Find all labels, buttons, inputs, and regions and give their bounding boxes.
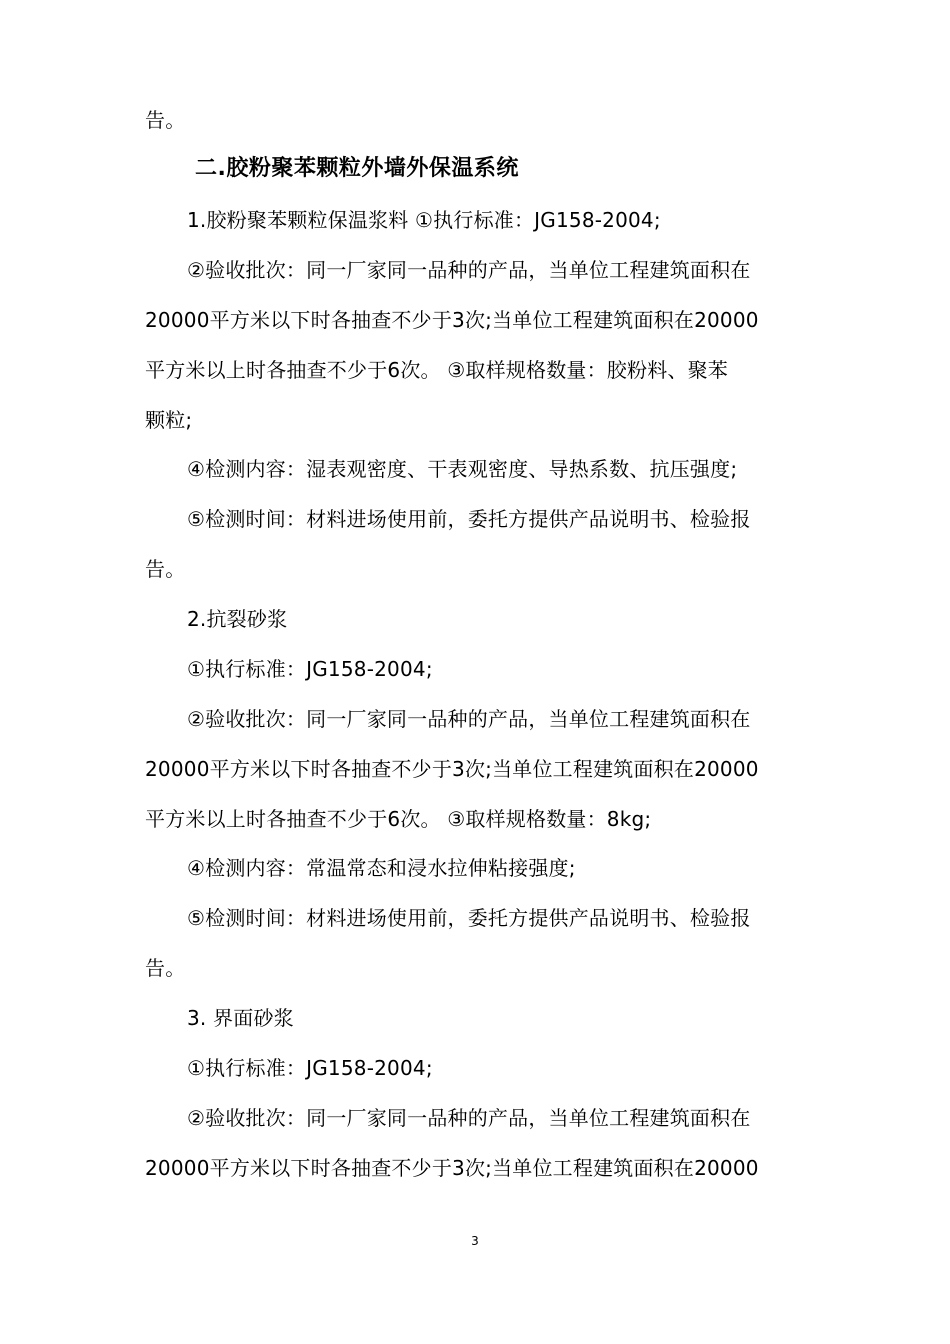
paragraph-line: 20000平方米以下时各抽查不少于3次;当单位工程建筑面积在20000 (145, 1156, 759, 1180)
paragraph-line: 20000平方米以下时各抽查不少于3次;当单位工程建筑面积在20000 (145, 308, 759, 332)
paragraph-line: ④检测内容：湿表观密度、干表观密度、导热系数、抗压强度; (187, 457, 738, 481)
paragraph-line: ④检测内容：常温常态和浸水拉伸粘接强度; (187, 856, 576, 880)
section-heading: 二.胶粉聚苯颗粒外墙外保温系统 (195, 156, 519, 181)
paragraph-line: 平方米以上时各抽查不少于6次。 ③取样规格数量：胶粉料、聚苯 (145, 358, 729, 382)
paragraph-line: 平方米以上时各抽查不少于6次。 ③取样规格数量：8kg; (145, 807, 652, 831)
paragraph-line: ①执行标准：JG158-2004; (187, 657, 433, 681)
paragraph-line: 3. 界面砂浆 (187, 1006, 294, 1030)
page-number: 3 (471, 1234, 479, 1248)
paragraph-line: 颗粒; (145, 408, 193, 432)
paragraph-line: 告。 (145, 108, 186, 132)
paragraph-line: ⑤检测时间：材料进场使用前，委托方提供产品说明书、检验报 (187, 906, 751, 930)
paragraph-line: 20000平方米以下时各抽查不少于3次;当单位工程建筑面积在20000 (145, 757, 759, 781)
paragraph-line: 告。 (145, 956, 186, 980)
paragraph-line: ①执行标准：JG158-2004; (187, 1056, 433, 1080)
paragraph-line: 1.胶粉聚苯颗粒保温浆料 ①执行标准：JG158-2004; (187, 208, 661, 232)
paragraph-line: ②验收批次：同一厂家同一品种的产品，当单位工程建筑面积在 (187, 707, 751, 731)
paragraph-line: 2.抗裂砂浆 (187, 607, 288, 631)
paragraph-line: ⑤检测时间：材料进场使用前，委托方提供产品说明书、检验报 (187, 507, 751, 531)
paragraph-line: ②验收批次：同一厂家同一品种的产品，当单位工程建筑面积在 (187, 1106, 751, 1130)
paragraph-line: 告。 (145, 557, 186, 581)
paragraph-line: ②验收批次：同一厂家同一品种的产品，当单位工程建筑面积在 (187, 258, 751, 282)
